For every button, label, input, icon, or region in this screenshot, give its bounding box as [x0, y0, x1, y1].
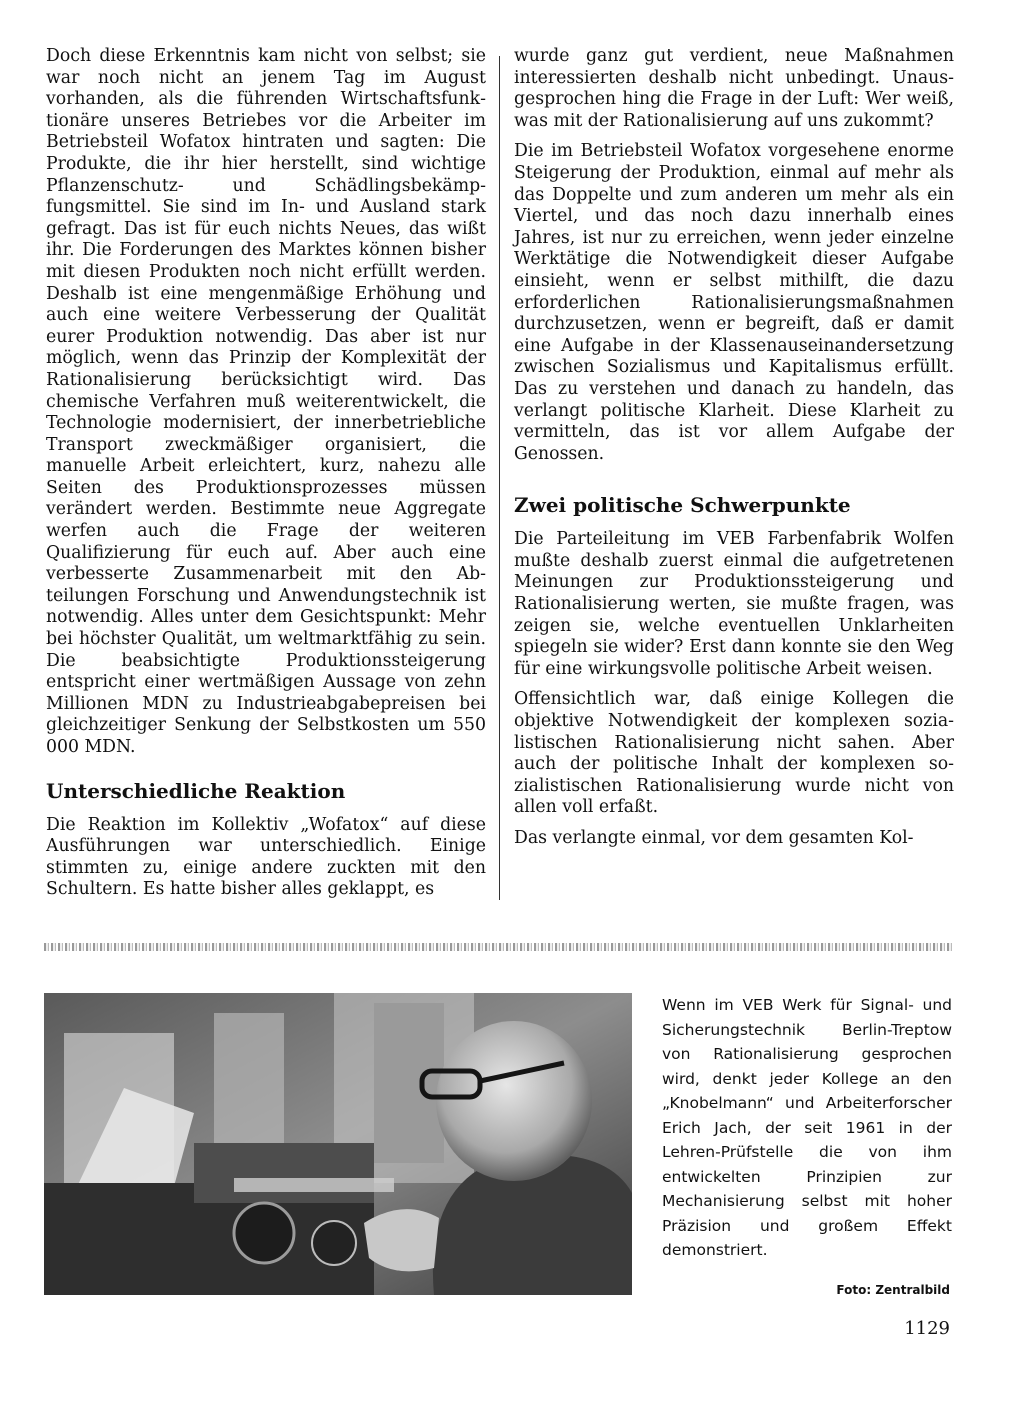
- left-paragraph-2: Die Reaktion im Kollektiv „Wofatox“ auf diese Ausführungen war unterschiedlich. Einige stimmten zu, einige andere zuckten mit den Schultern. Es hatte bisher alles geklappt, es: [46, 814, 486, 900]
- left-paragraph-1: Doch diese Erkenntnis kam nicht von selbst; sie war noch nicht an jenem Tag im August vorhanden, als die führenden Wirtschaftsfunktionäre unseres Betriebes vor die Arbeiter im Betriebsteil Wofatox hintraten und sagten: Die Produkte, die ihr hier herstellt, sind wichtige Pflanzenschutz- und Schädlingsbekämpfungsmittel. Sie sind im In- und Ausland stark gefragt. Das ist für euch nichts Neues, das wißt ihr. Die Forderungen des Marktes können bisher mit diesen Produkten noch nicht erfüllt werden. Deshalb ist eine mengenmäßige Erhöhung und auch eine weitere Verbesserung der Qualität eurer Produktion notwendig. Das aber ist nur möglich, wenn das Prinzip der Komplexität der Rationalisierung berücksichtigt wird. Das chemische Verfahren muß weiterentwickelt, die Technologie modernisiert, der innerbetriebliche Transport zweckmäßiger organisiert, die manuelle Arbeit erleichtert, kurz, nahezu alle Seiten des Produktionsprozesses müssen verändert werden. Bestimmte neue Aggregate werfen auch die Frage der weiteren Qualifizierung für euch auf. Aber auch eine verbesserte Zusammenarbeit mit den Abteilungen Forschung und Anwendungstechnik ist notwendig. Alles unter dem Gesichtspunkt: Mehr bei höchster Qualität, um weltmarktfähig zu sein. Die beabsichtigte Produktionssteigerung entspricht einer wertmäßigen Aussage von zehn Millionen MDN zu Industrieabgabepreisen bei gleichzeitiger Senkung der Selbstkosten um 550 000 MDN.: [46, 46, 486, 757]
- right-paragraph-2: Die im Betriebsteil Wofatox vorgesehene enorme Steigerung der Produktion, einmal auf mehr als das Doppelte und zum anderen um mehr als ein Viertel, und das noch dazu innerhalb eines Jahres, ist nur zu erreichen, wenn jeder einzelne Werktätige die Notwendigkeit dieser Aufgabe einsieht, wenn er selbst mithilft, die dazu erforderlichen Rationalisierungsmaßnahmen durchzusetzen, wenn er begreift, daß er damit eine Aufgabe in der Klassenauseinandersetzung zwischen Sozialismus und Kapitalismus erfüllt. Das zu verstehen und danach zu handeln, das verlangt politische Klarheit. Diese Klarheit zu vermitteln, das ist vor allem Aufgabe der Genossen.: [514, 141, 954, 464]
- heading-unterschiedliche-reaktion: Unterschiedliche Reaktion: [46, 778, 346, 803]
- photo-caption: Wenn im VEB Werk für Signal- und Sicherungstechnik Berlin-Treptow von Rationalisierung gesprochen wird, denkt jeder Kollege an den „Knobelmann“ und Arbeiterforscher Erich Jach, der seit 1961 in der Lehren-Prüfstelle die von ihm entwickelten Prinzipien zur Mechanisierung selbst mit hoher Präzision und großem Effekt demonstriert.: [662, 996, 952, 1259]
- photo-worker-at-machine: [44, 993, 632, 1295]
- right-paragraph-4: Offensichtlich war, daß einige Kollegen die objektive Notwendigkeit der komplexen sozialistischen Rationalisierung nicht sahen. Aber auch der politische Inhalt der komplexen sozialistischen Rationalisierung wurde nicht von allen voll erfaßt.: [514, 689, 954, 818]
- page-number: 1129: [904, 1318, 950, 1339]
- decorative-divider-strip: [44, 943, 954, 951]
- right-paragraph-5: Das verlangte einmal, vor dem gesamten Kol-: [514, 828, 914, 848]
- photo-credit: Foto: Zentralbild: [836, 1283, 950, 1297]
- left-column: [46, 46, 486, 910]
- right-paragraph-3: Die Parteileitung im VEB Farbenfabrik Wolfen mußte deshalb zuerst einmal die aufgetretenen Meinungen zur Produktionssteigerung und Rationalisierung werten, sie mußte fragen, was zeigen sie, welche eventuellen Unklarheiten spiegeln sie wider? Erst dann konnte sie den Weg für eine wirkungsvolle politische Arbeit weisen.: [514, 529, 954, 679]
- right-column: [514, 46, 954, 859]
- right-paragraph-1: wurde ganz gut verdient, neue Maßnahmen interessierten deshalb nicht unbedingt. Unausgesprochen hing die Frage in der Luft: Wer weiß, was mit der Rationalisierung auf uns zukommt?: [514, 46, 954, 131]
- heading-zwei-politische-schwerpunkte: Zwei politische Schwerpunkte: [514, 493, 851, 518]
- column-divider: [499, 56, 500, 900]
